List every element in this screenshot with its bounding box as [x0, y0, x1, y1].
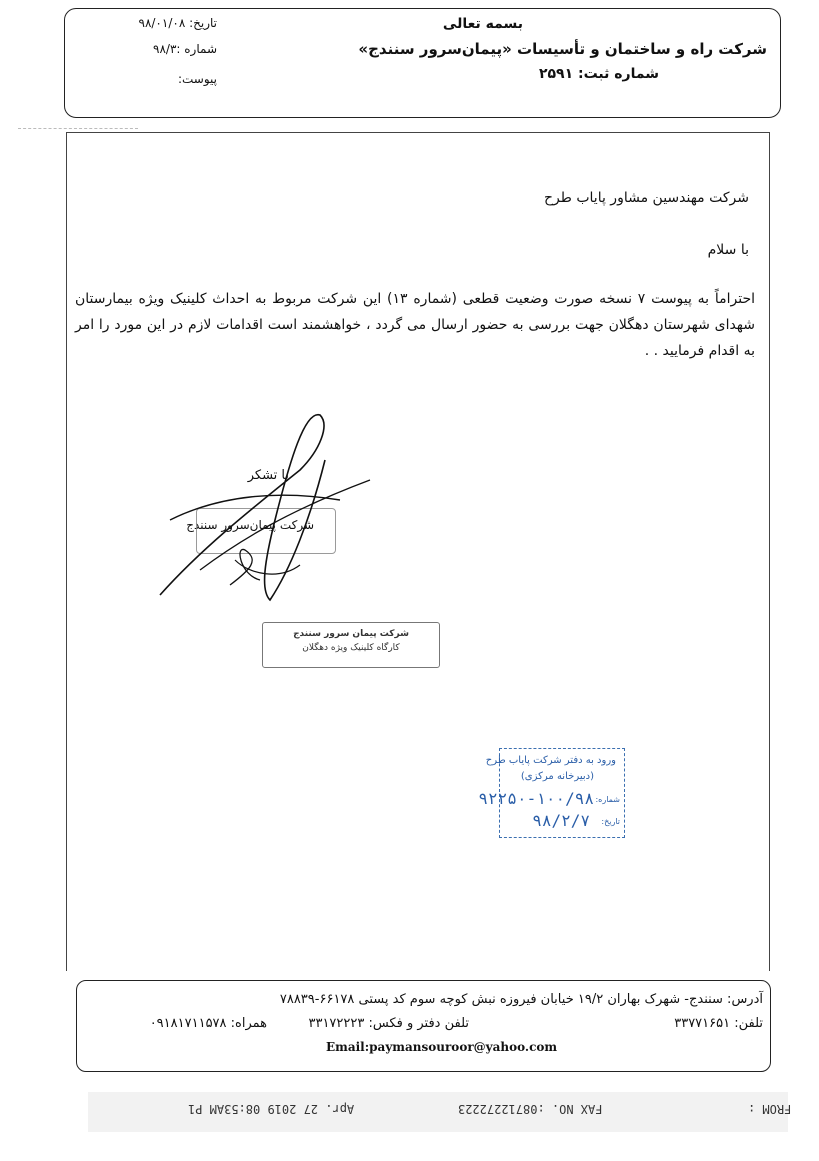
footer-fax: تلفن دفتر و فکس: ۳۳۱۷۲۲۲۳	[308, 1016, 469, 1031]
fax-from: FROM :	[748, 1102, 792, 1116]
receipt-date-label: تاریخ:	[601, 817, 620, 826]
fax-datetime: Apr. 27 2019 08:53AM P1	[188, 1102, 355, 1116]
receipt-stamp-subtitle: (دبیرخانه مرکزی)	[520, 771, 594, 782]
fax-number: FAX NO. :08712272223	[458, 1102, 603, 1116]
letter-paragraph: احتراماً به پیوست ۷ نسخه صورت وضعیت قطعی (شماره ۱۳) این شرکت مربوط به احداث کلینیک ویژه بیمارستان شهدای شهرستان دهگلان جهت بررسی به حضور ارسال می گردد ، خواهشمند است اقدامات لازم در این مورد را امر به اقدام فرمایید . .	[75, 291, 755, 359]
company-stamp-line1: شرکت پیمان سرور سنندج	[293, 629, 409, 639]
letter-date: تاریخ: ۹۸/۰۱/۰۸	[138, 16, 217, 30]
footer-phone: تلفن: ۳۳۷۷۱۶۵۱	[674, 1016, 763, 1031]
footer-mobile: همراه: ۰۹۱۸۱۷۱۱۵۷۸	[149, 1016, 267, 1031]
fax-header-bar	[88, 1092, 792, 1132]
company-name: شرکت راه و ساختمان و تأسیسات «پیمان‌سرور سنندج»	[358, 40, 767, 58]
receipt-stamp	[478, 748, 625, 838]
recipient: شرکت مهندسین مشاور پایاب طرح	[544, 190, 749, 206]
signature-company: شرکت پیمان‌سرور سنندج	[186, 518, 314, 532]
closing: با تشکر	[247, 468, 289, 483]
receipt-stamp-title: ورود به دفتر شرکت پایاب طرح	[485, 755, 616, 766]
receipt-number: ۹۲۲۵۰-۱۰۰/۹۸	[478, 789, 594, 808]
footer-address: آدرس: سنندج- شهرک بهاران ۱۹/۲ خیابان فیروزه نبش کوچه سوم کد پستی ۶۶۱۷۸-۷۸۸۳۹	[279, 992, 763, 1007]
handwritten-signature	[140, 400, 400, 630]
registration-number: شماره ثبت: ۲۵۹۱	[538, 66, 659, 82]
letter-number: شماره :۹۸/۳	[153, 42, 217, 56]
basmala: بسمه تعالی	[442, 16, 523, 32]
salutation: با سلام	[707, 242, 749, 258]
receipt-date: ۹۸/۲/۷	[532, 811, 590, 830]
footer-email: Email:paymansouroor@yahoo.com	[326, 1040, 558, 1054]
scan-artifact-line	[18, 128, 138, 129]
company-stamp-line2: کارگاه کلینیک ویژه دهگلان	[302, 643, 400, 653]
company-stamp	[262, 622, 440, 668]
letter-attachment: پیوست:	[177, 72, 217, 86]
receipt-number-label: شماره:	[595, 795, 620, 804]
